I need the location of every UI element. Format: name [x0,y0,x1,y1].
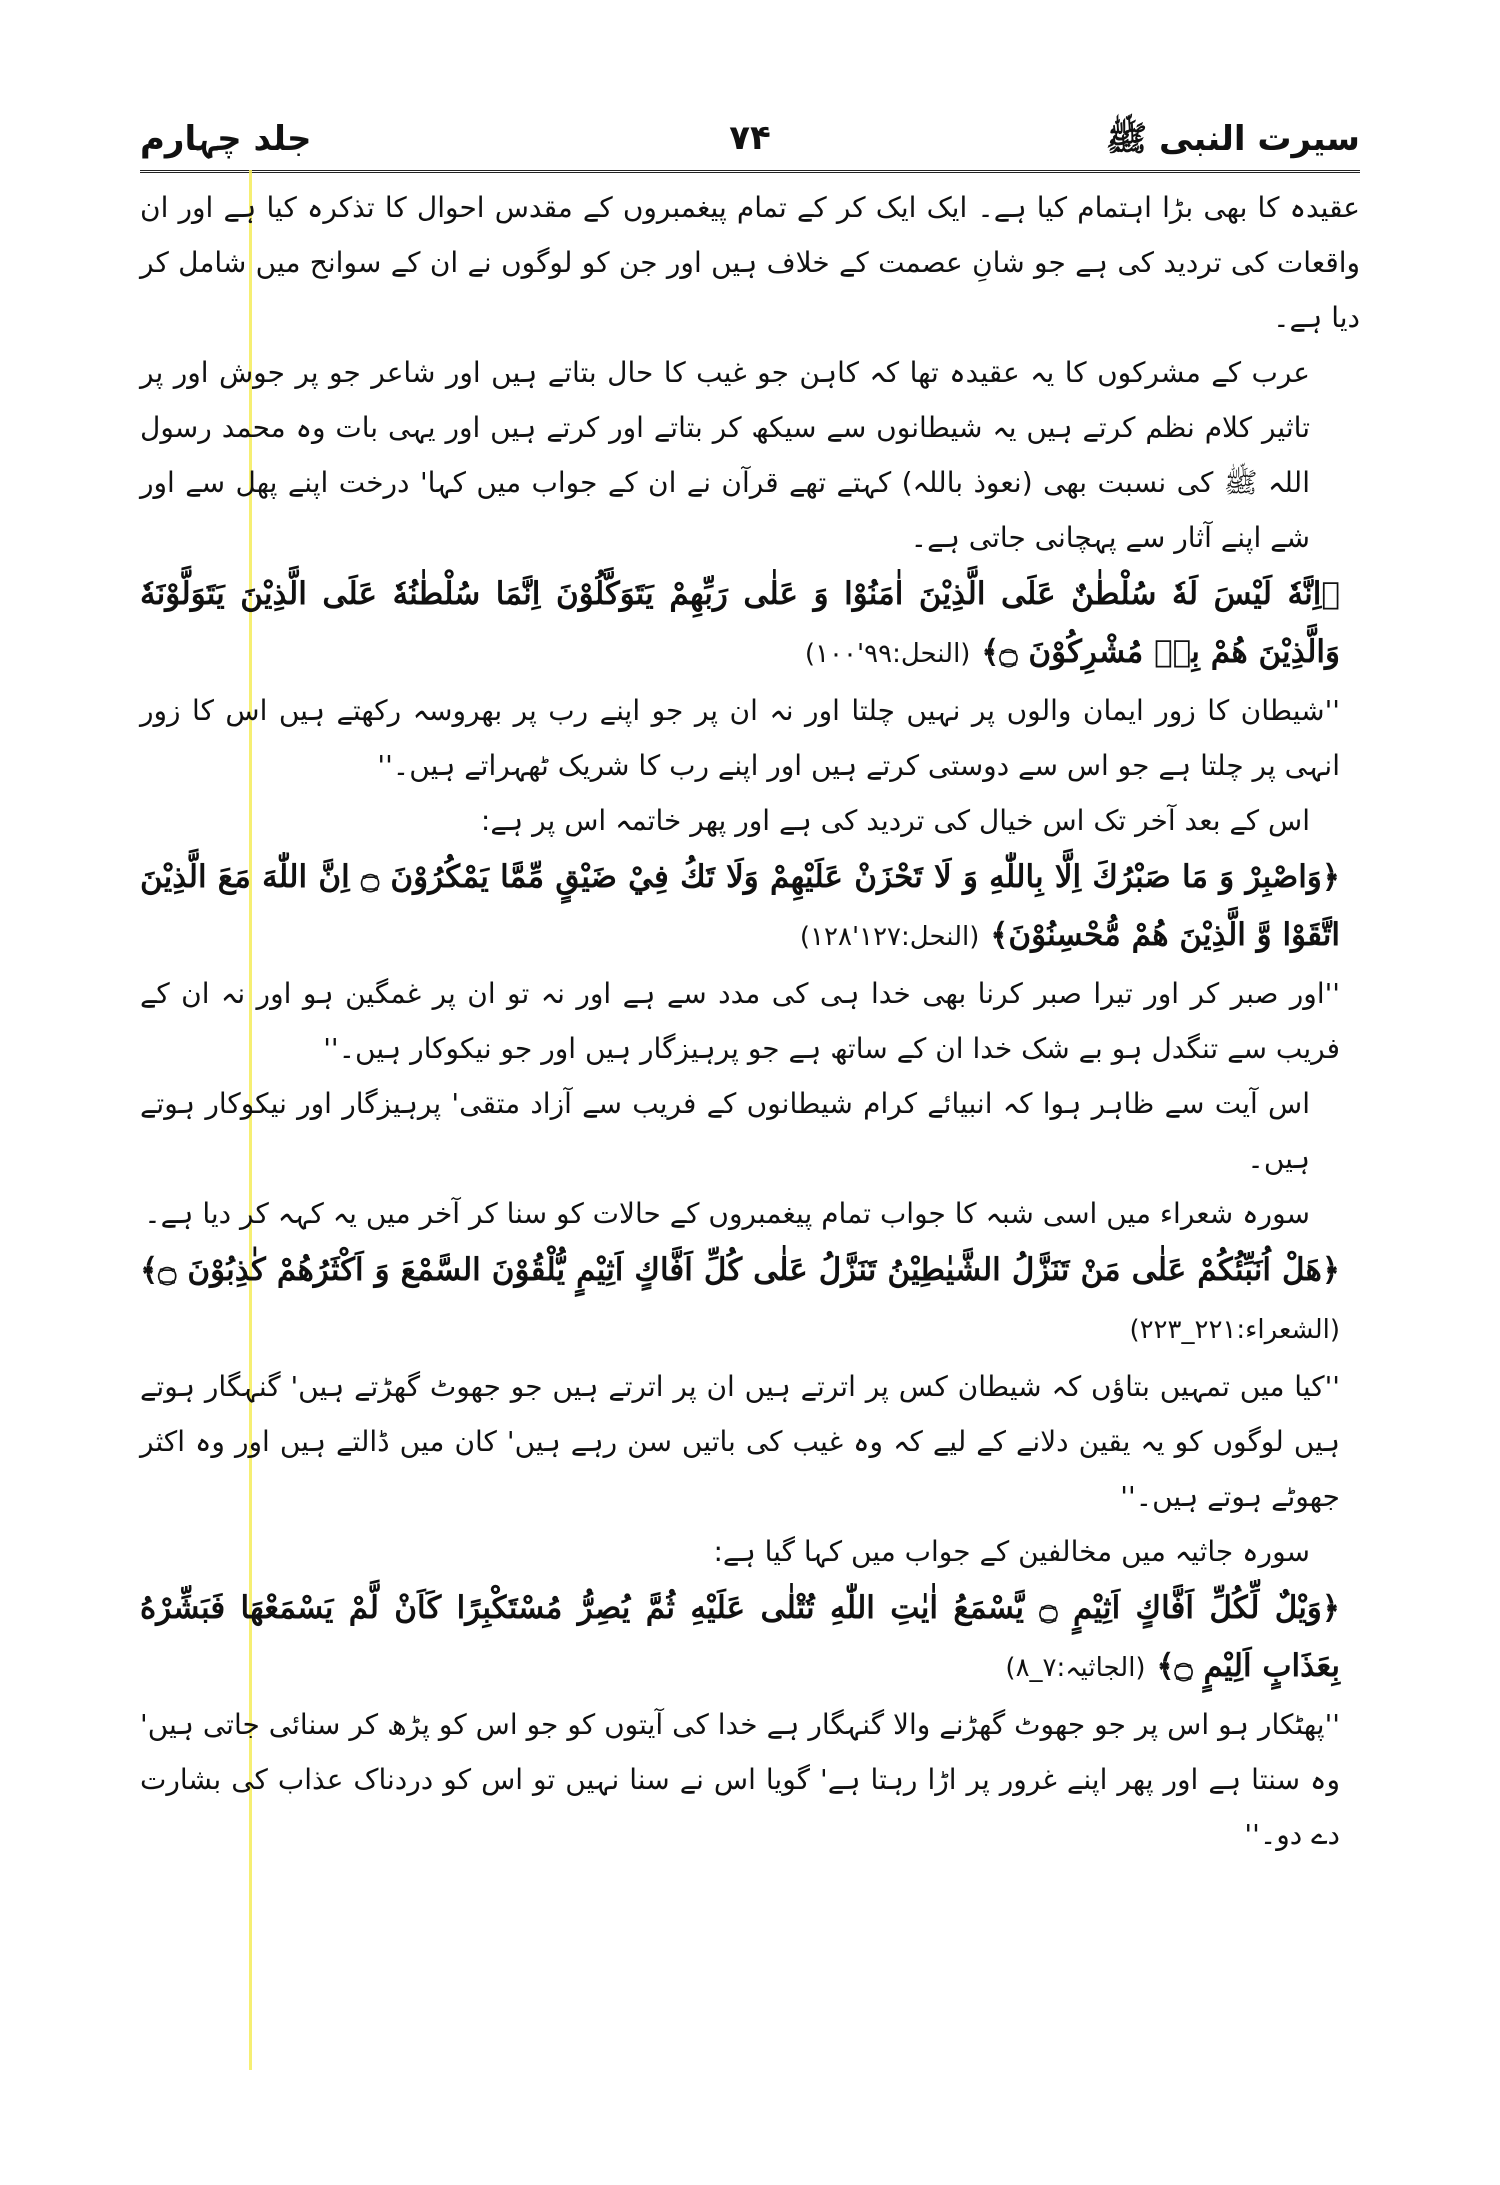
page-body [140,180,1360,1862]
quran-verse [140,1579,1360,1697]
verse-translation: ''پھٹکار ہو اس پر جو جھوٹ گھڑنے والا گنہگار ہے خدا کی آیتوں کو جو اس کو پڑھ کر سنائی جاتی ہیں' وہ سنتا ہے اور پھر اپنے غرور پر اڑا رہتا ہے' گویا اس نے سنا نہیں تو اس کو دردناک عذاب کی بشارت دے دو۔'' [140,1708,1340,1851]
verse-text: ﴿وَيْلٌ لِّكُلِّ اَفَّاكٍ اَثِيْمٍ ۝ يَّسْمَعُ اٰيٰتِ اللّٰهِ تُتْلٰى عَلَيْهِ ثُمَّ يُصِرُّ مُسْتَكْبِرًا كَاَنْ لَّمْ يَسْمَعْهَا فَبَشِّرْهُ بِعَذَابٍ اَلِيْمٍ ۝﴾ [140,1590,1340,1684]
quran-verse [140,565,1360,683]
header-rule [140,170,1360,173]
paragraph: عقیدہ کا بھی بڑا اہتمام کیا ہے۔ ایک ایک کر کے تمام پیغمبروں کے مقدس احوال کا تذکرہ کیا ہے اور ان واقعات کی تردید کی ہے جو شانِ عصمت کے خلاف ہیں اور جن کو لوگوں نے ان کے سوانح میں شامل کر دیا ہے۔ [140,191,1360,334]
verse-reference: (الجاثیہ:۷_۸) [1005,1653,1146,1683]
verse-text: ﴿اِنَّهٗ لَيْسَ لَهٗ سُلْطٰنٌ عَلَى الَّذِيْنَ اٰمَنُوْا وَ عَلٰى رَبِّهِمْ يَتَوَكَّلُوْنَ اِنَّمَا سُلْطٰنُهٗ عَلَى الَّذِيْنَ يَتَوَلَّوْنَهٗ وَالَّذِيْنَ هُمْ بِهٖ مُشْرِكُوْنَ ۝﴾ [140,576,1340,670]
verse-reference: (النحل:۱۲۷'۱۲۸) [799,922,980,952]
page-number: ۷۴ [729,118,771,158]
verse-text: ﴿وَاصْبِرْ وَ مَا صَبْرُكَ اِلَّا بِاللّٰهِ وَ لَا تَحْزَنْ عَلَيْهِمْ وَلَا تَكُ فِيْ ضَيْقٍ مِّمَّا يَمْكُرُوْنَ ۝ اِنَّ اللّٰهَ مَعَ الَّذِيْنَ اتَّقَوْا وَّ الَّذِيْنَ هُمْ مُّحْسِنُوْنَ﴾ [140,859,1340,953]
verse-reference: (الشعراء:۲۲۱_۲۲۳) [1129,1315,1340,1345]
paragraph: سورہ شعراء میں اسی شبہ کا جواب تمام پیغمبروں کے حالات کو سنا کر آخر میں یہ کہہ کر دیا ہے۔ [144,1197,1310,1230]
verse-text: ﴿هَلْ اُنَبِّئُكُمْ عَلٰى مَنْ تَنَزَّلُ الشَّيٰطِيْنُ تَنَزَّلُ عَلٰى كُلِّ اَفَّاكٍ اَثِيْمٍ يُّلْقُوْنَ السَّمْعَ وَ اَكْثَرُهُمْ كٰذِبُوْنَ ۝﴾ [140,1252,1340,1288]
book-title: سیرت النبی ﷺ [1106,119,1360,159]
verse-translation: ''کیا میں تمہیں بتاؤں کہ شیطان کس پر اترتے ہیں ان پر اترتے ہیں جو جھوٹ گھڑتے ہیں' گنہگار ہوتے ہیں لوگوں کو یہ یقین دلانے کے لیے کہ وہ غیب کی باتیں سن رہے ہیں' کان میں ڈالتے ہیں اور وہ اکثر جھوٹے ہوتے ہیں۔'' [140,1370,1340,1513]
verse-translation: ''شیطان کا زور ایمان والوں پر نہیں چلتا اور نہ ان پر جو اپنے رب پر بھروسہ رکھتے ہیں اس کا زور انہی پر چلتا ہے جو اس سے دوستی کرتے ہیں اور اپنے رب کا شریک ٹھہراتے ہیں۔'' [140,694,1340,782]
verse-reference: (النحل:۹۹'۱۰۰) [804,639,971,669]
running-header [140,112,1360,172]
quran-verse [140,848,1360,966]
paragraph: عرب کے مشرکوں کا یہ عقیدہ تھا کہ کاہن جو غیب کا حال بتاتے ہیں اور شاعر جو پر جوش اور پر تاثیر کلام نظم کرتے ہیں یہ شیطانوں سے سیکھ کر بتاتے اور کرتے ہیں اور یہی بات وہ محمد رسول اللہ ﷺ کی نسبت بھی (نعوذ باللہ) کہتے تھے قرآن نے ان کے جواب میں کہا' درخت اپنے پھل سے اور شے اپنے آثار سے پہچانی جاتی ہے۔ [140,356,1310,554]
verse-translation: ''اور صبر کر اور تیرا صبر کرنا بھی خدا ہی کی مدد سے ہے اور نہ تو ان پر غمگین ہو اور نہ ان کے فریب سے تنگدل ہو بے شک خدا ان کے ساتھ ہے جو پرہیزگار ہیں اور جو نیکوکار ہیں۔'' [140,977,1340,1065]
quran-verse [140,1241,1360,1359]
paragraph: اس آیت سے ظاہر ہوا کہ انبیائے کرام شیطانوں کے فریب سے آزاد متقی' پرہیزگار اور نیکوکار ہوتے ہیں۔ [140,1087,1310,1175]
volume-label: جلد چہارم [140,119,312,159]
paragraph: سورہ جاثیہ میں مخالفین کے جواب میں کہا گیا ہے: [713,1535,1310,1568]
paragraph: اس کے بعد آخر تک اس خیال کی تردید کی ہے اور پھر خاتمہ اس پر ہے: [480,804,1310,837]
